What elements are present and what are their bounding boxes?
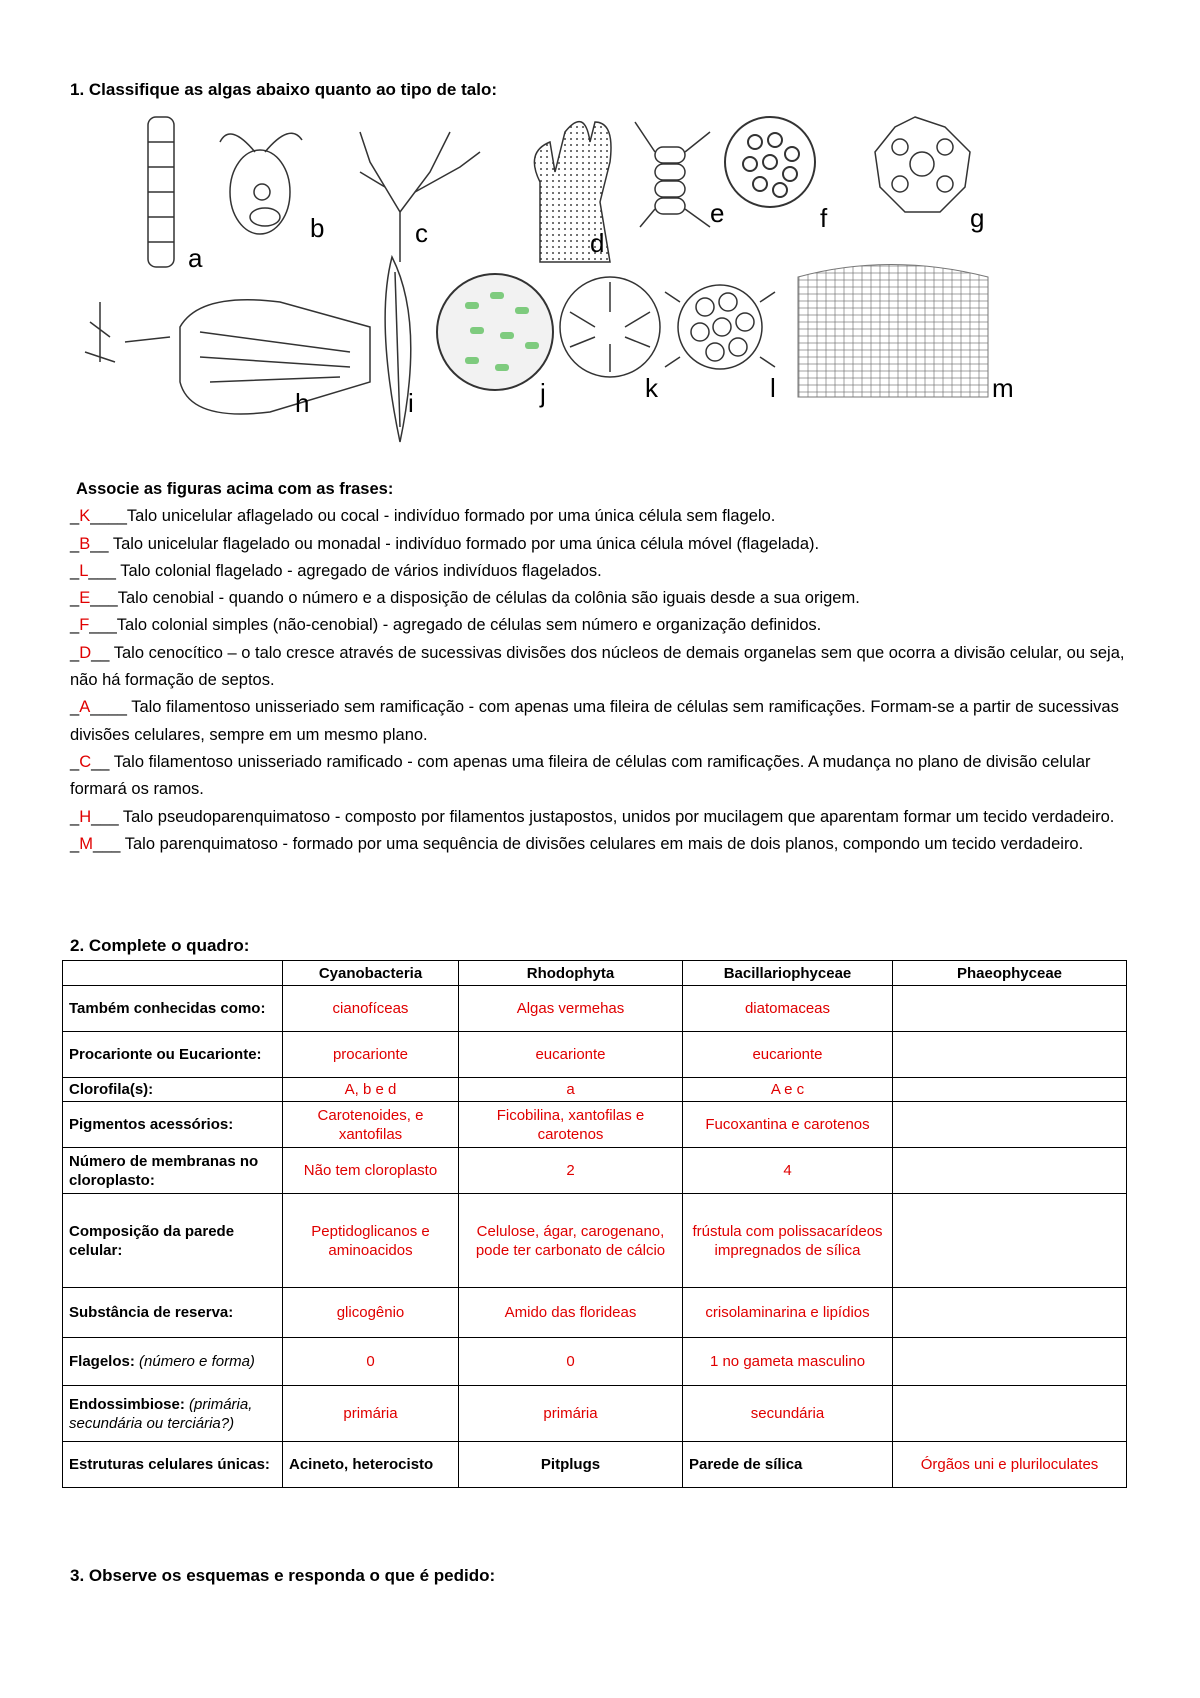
figure-label-k: k	[645, 373, 658, 403]
table-row	[63, 1032, 1127, 1078]
association-item	[70, 558, 1145, 585]
table-cell[interactable]	[893, 1032, 1127, 1078]
table-cell[interactable]	[893, 1288, 1127, 1338]
association-item	[70, 831, 1145, 858]
row-label-text: Também conhecidas como:	[69, 1000, 266, 1017]
association-intro: Associe as figuras acima com as frases:	[76, 480, 394, 498]
association-item	[70, 531, 1145, 558]
answer-letter[interactable]: A	[79, 698, 91, 717]
algae-figures	[70, 112, 1130, 452]
row-label	[63, 1386, 283, 1442]
answer-letter[interactable]: C	[79, 752, 92, 771]
table-cell[interactable]: 0	[459, 1338, 683, 1386]
answer-blank-prefix: _	[70, 507, 80, 526]
row-label	[63, 1148, 283, 1194]
row-label	[63, 1288, 283, 1338]
table-header-corner	[63, 961, 283, 986]
answer-letter[interactable]: B	[79, 534, 91, 553]
table-cell[interactable]: eucarionte	[459, 1032, 683, 1078]
table-header-phaeophyceae: Phaeophyceae	[893, 961, 1127, 986]
figure-j-colony-cells	[437, 274, 553, 390]
answer-blank-prefix: _	[70, 534, 80, 553]
table-cell[interactable]: eucarionte	[683, 1032, 893, 1078]
figure-label-l: l	[770, 373, 776, 403]
association-text: ____Talo unicelular aflagelado ou cocal - indivíduo formado por uma única célula sem flagelo.	[90, 507, 776, 526]
table-cell[interactable]: frústula com polissacarídeos impregnados de sílica	[683, 1194, 893, 1288]
row-label-text: Endossimbiose:	[69, 1395, 185, 1413]
table-cell[interactable]: 4	[683, 1148, 893, 1194]
answer-blank-prefix: _	[70, 807, 80, 826]
row-label-text: Procarionte ou Eucarionte:	[69, 1046, 262, 1063]
table-cell[interactable]: Amido das florideas	[459, 1288, 683, 1338]
association-item	[70, 749, 1145, 804]
table-cell[interactable]: A, b e d	[283, 1078, 459, 1102]
comparison-table	[62, 960, 1127, 1488]
table-cell[interactable]	[893, 1338, 1127, 1386]
table-cell[interactable]: Não tem cloroplasto	[283, 1148, 459, 1194]
association-text: __ Talo unicelular flagelado ou monadal - indivíduo formado por uma única célula móvel (flagelada).	[90, 534, 820, 553]
table-cell[interactable]: Carotenoides, e xantofilas	[283, 1102, 459, 1148]
figure-e-coenobium	[635, 122, 710, 227]
answer-blank-prefix: _	[70, 643, 80, 662]
figure-k-coccoid	[560, 277, 660, 377]
table-cell[interactable]: 2	[459, 1148, 683, 1194]
association-text: __ Talo cenocítico – o talo cresce através de sucessivas divisões dos núcleos de demais organelas sem que ocorra a divisão celular, ou seja, não há formação de septos.	[70, 643, 1125, 690]
table-cell[interactable]: glicogênio	[283, 1288, 459, 1338]
answer-letter[interactable]: D	[79, 643, 92, 662]
answer-blank-prefix: _	[70, 589, 80, 608]
row-label	[63, 1442, 283, 1488]
table-cell[interactable]: Órgãos uni e pluriloculates	[893, 1442, 1127, 1488]
row-label-text: Composição da parede celular:	[69, 1222, 235, 1259]
table-cell[interactable]	[893, 1148, 1127, 1194]
row-label	[63, 986, 283, 1032]
association-text: ___Talo colonial simples (não-cenobial) - agregado de células sem número e organização definidos.	[89, 616, 822, 635]
row-label	[63, 1102, 283, 1148]
answer-blank-prefix: _	[70, 561, 80, 580]
association-text: ____ Talo filamentoso unisseriado sem ramificação - com apenas uma fileira de células sem ramificações. Formam-se a partir de sucessivas divisões celulares, sempre em um mesmo plano.	[70, 698, 1119, 744]
table-cell[interactable]	[893, 986, 1127, 1032]
table-row	[63, 1194, 1127, 1288]
answer-letter[interactable]: F	[79, 616, 90, 635]
table-cell[interactable]: secundária	[683, 1386, 893, 1442]
answer-letter[interactable]: L	[79, 561, 89, 580]
figure-label-f: f	[820, 203, 828, 233]
table-cell[interactable]: 0	[283, 1338, 459, 1386]
answer-blank-prefix: _	[70, 698, 80, 717]
table-header-bacillariophyceae: Bacillariophyceae	[683, 961, 893, 986]
association-item	[70, 804, 1145, 831]
table-cell[interactable]: Fucoxantina e carotenos	[683, 1102, 893, 1148]
row-label-text: Número de membranas no cloroplasto:	[69, 1152, 259, 1189]
association-text: ___ Talo parenquimatoso - formado por uma sequência de divisões celulares em mais de dois planos, compondo um tecido verdadeiro.	[92, 834, 1084, 853]
table-cell[interactable]: a	[459, 1078, 683, 1102]
row-label-hint: (primária, secundária ou terciária?)	[69, 1395, 253, 1432]
table-body	[63, 986, 1127, 1488]
association-text: ___ Talo colonial flagelado - agregado de vários indivíduos flagelados.	[88, 561, 602, 580]
table-cell[interactable]: Peptidoglicanos e aminoacidos	[283, 1194, 459, 1288]
figure-a-filament	[148, 117, 174, 267]
table-cell[interactable]	[893, 1102, 1127, 1148]
row-label-text: Estruturas celulares únicas:	[69, 1456, 270, 1473]
question-2-title: 2. Complete o quadro:	[70, 936, 250, 955]
association-list	[70, 503, 1145, 858]
answer-blank-prefix: _	[70, 752, 80, 771]
table-header-cyanobacteria: Cyanobacteria	[283, 961, 459, 986]
row-label-text: Pigmentos acessórios:	[69, 1116, 234, 1133]
table-cell[interactable]	[893, 1194, 1127, 1288]
figure-label-g: g	[970, 203, 985, 233]
answer-letter[interactable]: H	[79, 807, 92, 826]
question-3-title: 3. Observe os esquemas e responda o que é pedido:	[70, 1566, 496, 1585]
question-1-title: 1. Classifique as algas abaixo quanto ao tipo de talo:	[70, 80, 497, 99]
association-item	[70, 640, 1145, 695]
row-label	[63, 1338, 283, 1386]
row-label	[63, 1032, 283, 1078]
figure-label-a: a	[188, 243, 203, 273]
answer-blank-prefix: _	[70, 834, 80, 853]
figure-label-d: d	[590, 228, 605, 258]
figure-h-pseudoparenchyma	[85, 300, 370, 414]
association-item	[70, 503, 1145, 530]
association-text: __ Talo filamentoso unisseriado ramificado - com apenas uma fileira de células com ramificações. A mudança no plano de divisão celular formará os ramos.	[70, 752, 1091, 799]
table-cell[interactable]: crisolaminarina e lipídios	[683, 1288, 893, 1338]
table-cell[interactable]: primária	[283, 1386, 459, 1442]
table-cell[interactable]	[893, 1386, 1127, 1442]
figure-m-parenchyma	[798, 265, 988, 398]
answer-letter[interactable]: M	[79, 834, 93, 853]
table-cell[interactable]: Acineto, heterocisto	[283, 1442, 459, 1488]
table-row	[63, 1148, 1127, 1194]
table-cell[interactable]: Ficobilina, xantofilas e carotenos	[459, 1102, 683, 1148]
table-cell[interactable]: primária	[459, 1386, 683, 1442]
table-cell[interactable]: A e c	[683, 1078, 893, 1102]
table-row	[63, 1338, 1127, 1386]
table-cell[interactable]: cianofíceas	[283, 986, 459, 1032]
figure-f-colony	[725, 117, 815, 207]
table-cell[interactable]: procarionte	[283, 1032, 459, 1078]
row-label-text: Clorofila(s):	[69, 1081, 154, 1098]
table-cell[interactable]: 1 no gameta masculino	[683, 1338, 893, 1386]
table-row	[63, 1288, 1127, 1338]
table-header-row	[63, 961, 1127, 986]
table-cell[interactable]: Algas vermehas	[459, 986, 683, 1032]
association-item	[70, 612, 1145, 639]
row-label-hint: (número e forma)	[139, 1353, 255, 1370]
figure-label-h: h	[295, 388, 310, 418]
answer-letter[interactable]: K	[79, 507, 91, 526]
association-item	[70, 585, 1145, 612]
row-label-text: Flagelos:	[69, 1353, 135, 1370]
figure-b-flagellate	[220, 133, 302, 234]
answer-letter[interactable]: E	[79, 589, 91, 608]
table-row	[63, 1442, 1127, 1488]
table-row	[63, 1386, 1127, 1442]
answer-blank-prefix: _	[70, 616, 80, 635]
table-cell[interactable]: Pitplugs	[459, 1442, 683, 1488]
figure-label-c: c	[415, 218, 428, 248]
association-text: ___Talo cenobial - quando o número e a disposição de células da colônia são iguais desde a sua origem.	[90, 589, 860, 608]
table-cell[interactable]	[893, 1078, 1127, 1102]
row-label-text: Substância de reserva:	[69, 1304, 234, 1321]
table-row	[63, 986, 1127, 1032]
figure-label-j: j	[540, 378, 546, 408]
association-item	[70, 694, 1145, 749]
figure-label-e: e	[710, 198, 725, 228]
association-text: ___ Talo pseudoparenquimatoso - composto por filamentos justapostos, unidos por mucilagem que aparentam formar um tecido verdadeiro.	[91, 807, 1115, 826]
row-label	[63, 1194, 283, 1288]
figure-g-coenobium-star	[875, 117, 970, 212]
figure-label-i: i	[408, 388, 414, 418]
figure-label-m: m	[992, 373, 1014, 403]
table-row	[63, 1102, 1127, 1148]
row-label	[63, 1078, 283, 1102]
algae-illustrations	[70, 112, 1130, 452]
table-cell[interactable]: Parede de sílica	[683, 1442, 893, 1488]
table-cell[interactable]: diatomaceas	[683, 986, 893, 1032]
table-header-rhodophyta: Rhodophyta	[459, 961, 683, 986]
figure-l-flagellate-colony	[665, 285, 775, 369]
association-section	[70, 476, 1145, 858]
figure-label-b: b	[310, 213, 325, 243]
figure-i-diatom	[385, 257, 411, 442]
table-row	[63, 1078, 1127, 1102]
table-cell[interactable]: Celulose, ágar, carogenano, pode ter carbonato de cálcio	[459, 1194, 683, 1288]
